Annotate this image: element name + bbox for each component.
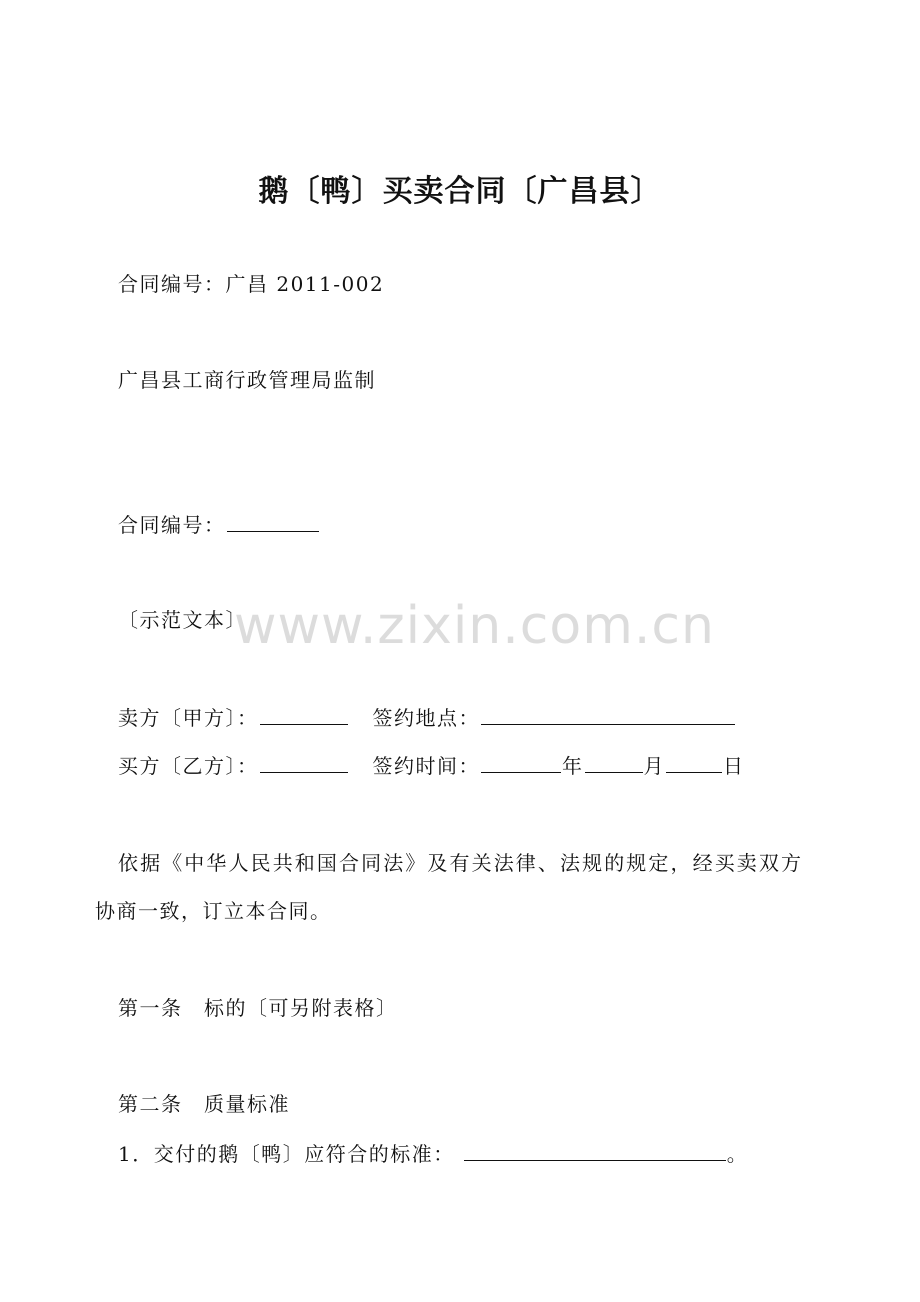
sign-day-field[interactable]	[666, 752, 722, 773]
month-label: 月	[643, 754, 665, 778]
quality-standard-label: 1．交付的鹅〔鸭〕应符合的标准：	[118, 1142, 455, 1166]
buyer-line	[118, 752, 745, 780]
sign-time-label: 签约时间：	[372, 754, 480, 778]
supervisor-line: 广昌县工商行政管理局监制	[118, 368, 376, 392]
article-2-heading: 第二条 质量标准	[118, 1092, 290, 1116]
sample-text-label: 〔示范文本〕	[118, 608, 247, 632]
item-1-period: 。	[726, 1142, 749, 1166]
article-2-item-1	[118, 1140, 748, 1168]
quality-standard-field[interactable]	[464, 1140, 726, 1161]
day-label: 日	[723, 754, 745, 778]
contract-number-field[interactable]	[227, 511, 319, 532]
seller-label: 卖方〔甲方〕：	[118, 706, 259, 730]
basis-paragraph-line-1: 依据《中华人民共和国合同法》及有关法律、法规的规定，经买卖双方	[118, 851, 804, 875]
sign-year-field[interactable]	[481, 752, 561, 773]
article-1-heading: 第一条 标的〔可另附表格〕	[118, 996, 398, 1020]
seller-line	[118, 704, 736, 732]
seller-field[interactable]	[260, 704, 348, 725]
document-title: 鹅〔鸭〕买卖合同〔广昌县〕	[258, 174, 662, 209]
sign-month-field[interactable]	[585, 752, 643, 773]
basis-paragraph-line-2: 协商一致，订立本合同。	[95, 899, 332, 923]
buyer-field[interactable]	[260, 752, 348, 773]
contract-number-label: 合同编号：	[118, 513, 226, 537]
buyer-label: 买方〔乙方〕：	[118, 754, 259, 778]
contract-number-line: 合同编号：广昌 2011-002	[118, 272, 385, 296]
sign-place-label: 签约地点：	[372, 706, 480, 730]
sign-place-field[interactable]	[481, 704, 735, 725]
year-label: 年	[562, 754, 584, 778]
watermark: www.zixin.com.cn	[234, 596, 715, 656]
contract-number-blank-line	[118, 511, 320, 539]
